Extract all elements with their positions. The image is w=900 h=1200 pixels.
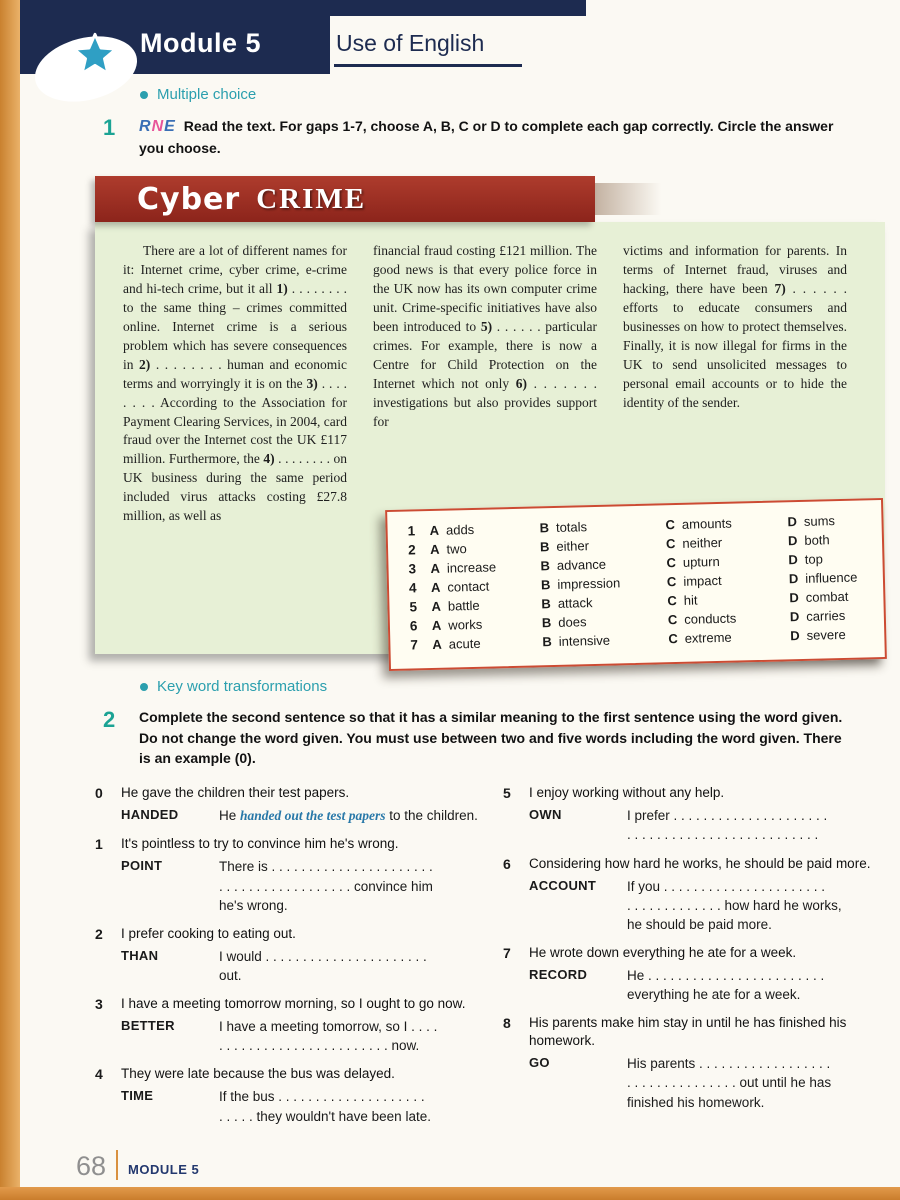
item-number: 1 [95, 836, 103, 853]
option-letter: B [540, 577, 551, 593]
exercise-1-number: 1 [103, 115, 116, 140]
option-letter: C [668, 631, 678, 647]
option-word: adds [445, 522, 475, 539]
answer-blank-line[interactable]: . . . . . . . . . . . . . . . out until he has [627, 1075, 832, 1091]
source-sentence: He wrote down everything he ate for a week. [529, 945, 797, 961]
article-title-banner [95, 176, 595, 222]
option-a[interactable] [432, 616, 542, 634]
answer-blank-line[interactable]: . . . . . . . . . . . . . how hard he works, [627, 897, 842, 913]
option-word: battle [447, 598, 480, 615]
rne-letter-n: N [151, 118, 165, 135]
option-d[interactable] [788, 551, 866, 568]
page-number: 68 [76, 1151, 107, 1181]
option-b[interactable] [541, 575, 667, 593]
module-subtitle: Use of English [336, 30, 485, 56]
option-word: contact [447, 579, 490, 596]
option-letter: D [787, 533, 798, 549]
option-letter: C [666, 555, 677, 571]
option-d[interactable] [789, 589, 867, 606]
option-word: conducts [684, 611, 737, 628]
footer-divider [116, 1150, 118, 1180]
transformation-item-5 [503, 784, 887, 844]
option-letter: B [541, 615, 552, 631]
key-word: BETTER [121, 1018, 175, 1034]
transformation-item-6 [503, 855, 887, 934]
gap-number: 4 [408, 580, 417, 597]
gap-number: 7 [410, 637, 419, 654]
option-c[interactable] [666, 534, 788, 552]
answer-lines [219, 857, 479, 914]
option-letter: D [789, 609, 800, 625]
option-a[interactable] [431, 578, 541, 596]
option-letter: B [540, 558, 551, 574]
section-label-multiple-choice [140, 86, 900, 103]
answer-blank-line[interactable]: I have a meeting tomorrow, so I . . . . [219, 1019, 438, 1035]
answer-lines [219, 1087, 479, 1125]
section-label-text: Multiple choice [157, 86, 257, 103]
key-word: HANDED [121, 807, 179, 823]
option-letter: A [429, 542, 440, 558]
option-letter: A [429, 523, 440, 539]
source-sentence: He gave the children their test papers. [121, 785, 350, 801]
option-letter: C [665, 517, 676, 533]
page-edge-strip-left [0, 0, 20, 1200]
banner-tail-decoration [595, 183, 661, 215]
option-c[interactable] [668, 610, 790, 628]
answer-blank-line[interactable]: . . . . . . . . . . . . . . . . . . convince him [219, 878, 433, 894]
transformation-item-3 [95, 995, 479, 1055]
option-word: neither [682, 535, 723, 552]
option-b[interactable] [542, 632, 668, 650]
answer-lines [627, 1054, 887, 1111]
key-word: RECORD [529, 967, 588, 983]
option-b[interactable] [542, 613, 668, 631]
page-footer [76, 1150, 199, 1180]
option-d[interactable] [787, 513, 865, 530]
option-word: upturn [682, 554, 720, 571]
answer-blank-line[interactable]: He . . . . . . . . . . . . . . . . . . . . . . . . [627, 968, 825, 984]
option-word: two [446, 541, 467, 558]
option-word: severe [806, 627, 846, 644]
option-word: works [448, 617, 483, 634]
option-word: impression [557, 575, 621, 593]
option-word: hit [683, 592, 698, 609]
option-c[interactable] [667, 572, 789, 590]
option-letter: A [431, 599, 442, 615]
option-word: impact [683, 573, 722, 590]
option-word: either [556, 538, 590, 555]
answer-lines [219, 806, 479, 825]
option-a[interactable] [431, 597, 541, 615]
example-answer: He handed out the test papers to the children. [219, 808, 478, 824]
key-word: OWN [529, 807, 562, 823]
option-c[interactable] [665, 515, 787, 533]
option-word: does [558, 614, 587, 631]
transformation-item-0 [95, 784, 479, 825]
answer-blank-line[interactable]: I would . . . . . . . . . . . . . . . . . . . . . . [219, 948, 427, 964]
article-title-part2: CRIME [256, 182, 367, 215]
option-word: sums [803, 513, 836, 530]
option-word: influence [805, 570, 858, 587]
item-number: 2 [95, 925, 103, 942]
answer-options-table [385, 498, 887, 671]
source-sentence: I prefer cooking to eating out. [121, 925, 296, 941]
option-d[interactable] [789, 570, 867, 587]
option-letter: A [432, 637, 442, 653]
option-letter: A [431, 618, 442, 634]
source-sentence: I enjoy working without any help. [529, 785, 725, 801]
option-word: intensive [558, 633, 611, 650]
option-d[interactable] [790, 608, 868, 625]
option-letter: D [788, 552, 799, 568]
option-d[interactable] [790, 627, 868, 644]
answer-blank-line[interactable]: out. [219, 968, 242, 984]
item-number: 4 [95, 1066, 103, 1083]
option-word: advance [556, 557, 607, 574]
option-letter: D [789, 590, 799, 606]
answer-lines [219, 947, 479, 985]
key-word: THAN [121, 947, 159, 963]
option-b[interactable] [539, 518, 665, 536]
exercise-1-instruction-text: Read the text. For gaps 1-7, choose A, B, C or D to complete each gap correctly. Circle the answer you choose. [139, 118, 834, 157]
bullet-icon [140, 683, 148, 691]
option-d[interactable] [788, 532, 866, 549]
answer-blank-line[interactable]: he should be paid more. [627, 916, 772, 932]
subtitle-underline [334, 64, 522, 67]
section-label-key-word-transformations [140, 678, 900, 695]
item-number: 8 [503, 1015, 511, 1032]
item-number: 0 [95, 785, 103, 802]
gap-number: 6 [409, 618, 418, 635]
option-word: top [804, 551, 824, 568]
option-letter: B [539, 520, 550, 536]
transformation-item-4 [95, 1065, 479, 1125]
rne-exam-badge [139, 118, 176, 135]
option-letter: A [430, 580, 441, 596]
source-sentence: It's pointless to try to convince him he's wrong. [121, 836, 399, 852]
module-header [0, 0, 900, 82]
option-letter: C [665, 536, 676, 552]
rne-letter-e: E [164, 118, 176, 135]
item-number: 6 [503, 855, 511, 872]
source-sentence: They were late because the bus was delayed. [121, 1066, 395, 1082]
answer-blank-line[interactable]: . . . . . . . . . . . . . . . . . . . . . . . . . . [627, 827, 819, 843]
rne-letter-r: R [139, 118, 152, 135]
cybercrime-article [95, 176, 885, 654]
option-letter: B [541, 596, 552, 612]
option-word: acute [448, 636, 481, 653]
article-column-2: financial fraud costing £121 million. The good news is that every police force in the UK now has its own computer crime unit. Crime-specific initiatives have also been introduced to 5) . . . . . . particular crimes. For example, there is now a Centre for Child Protection on the Internet which not only 6) . . . . . . . investigations but also provides support for [373, 243, 597, 429]
answer-blank-line[interactable]: . . . . . . . . . . . . . . . . . . . . . . . now. [219, 1038, 420, 1054]
exercise-2-number: 2 [103, 707, 116, 733]
option-c[interactable] [666, 553, 788, 571]
exercise-1 [103, 115, 843, 158]
option-a[interactable] [430, 559, 540, 577]
exercise-2-instructions: Complete the second sentence so that it has a similar meaning to the first sentence using the word given. Do not change the word given. You must use between two and five words including the word given. There is an example (0). [139, 709, 843, 767]
option-a[interactable] [429, 521, 539, 539]
option-letter: D [790, 628, 800, 644]
answer-blank-line[interactable]: he's wrong. [219, 897, 288, 913]
source-sentence: His parents make him stay in until he has finished his homework. [529, 1015, 847, 1049]
page-edge-strip-bottom [0, 1187, 900, 1200]
module-banner-top-band [330, 0, 586, 16]
star-icon [72, 32, 118, 78]
transformation-items-left-column [95, 784, 479, 1135]
gap-number: 3 [408, 561, 417, 578]
option-c[interactable] [667, 591, 789, 609]
option-word: attack [557, 595, 593, 612]
option-word: increase [446, 559, 497, 577]
item-number: 7 [503, 945, 511, 962]
answer-lines [627, 966, 887, 1004]
key-word: TIME [121, 1088, 154, 1104]
gap-number: 2 [407, 542, 416, 559]
transformation-item-8 [503, 1014, 887, 1111]
article-column-1: There are a lot of different names for it: Internet crime, cyber crime, e-crime and hi-tech crime, but it all 1) . . . . . . . . to the same thing – crimes committed online. Internet crime is a serious problem which has severe consequences in 2) . . . . . . . . human and economic terms and worryingly it is on the 3) . . . . . . . . According to the Association for Payment Clearing Services, in 2004, card fraud over the Internet cost the UK £117 million. Furthermore, the 4) . . . . . . . . on UK business during the same period included virus attacks costing £27.8 million, as well as [123, 243, 348, 523]
key-word: POINT [121, 858, 163, 874]
option-word: extreme [684, 630, 732, 647]
option-b[interactable] [541, 594, 667, 612]
option-c[interactable] [668, 629, 790, 647]
option-word: amounts [681, 516, 732, 533]
gap-number: 1 [407, 523, 416, 540]
answer-lines [627, 806, 887, 844]
option-letter: D [787, 514, 798, 530]
source-sentence: Considering how hard he works, he should be paid more. [529, 855, 871, 871]
option-word: both [804, 532, 830, 549]
transformation-item-2 [95, 925, 479, 985]
transformation-items [95, 784, 887, 1135]
transformation-item-7 [503, 944, 887, 1004]
answer-blank-line[interactable]: . . . . . they wouldn't have been late. [219, 1108, 431, 1124]
option-letter: C [667, 612, 678, 628]
option-b[interactable] [540, 537, 666, 555]
transformation-item-1 [95, 835, 479, 914]
item-number: 5 [503, 785, 511, 802]
option-letter: A [430, 561, 441, 577]
answer-lines [627, 877, 887, 934]
answer-blank-line[interactable]: finished his homework. [627, 1094, 765, 1110]
answer-lines [219, 1017, 479, 1055]
option-a[interactable] [430, 540, 540, 558]
option-word: totals [555, 519, 588, 536]
gap-number: 5 [409, 599, 418, 616]
answer-blank-line[interactable]: everything he ate for a week. [627, 987, 801, 1003]
option-letter: C [667, 593, 677, 609]
option-word: combat [805, 589, 849, 606]
option-letter: D [788, 571, 799, 587]
filled-answer-text: handed out the test papers [240, 808, 386, 824]
exercise-2 [103, 707, 843, 768]
option-b[interactable] [540, 556, 666, 574]
answer-blank-line[interactable]: I prefer . . . . . . . . . . . . . . . . . . . . . [627, 808, 828, 824]
footer-module-label: MODULE 5 [128, 1162, 200, 1177]
section-label-text: Key word transformations [157, 678, 328, 696]
option-word: carries [806, 608, 846, 625]
item-number: 3 [95, 996, 103, 1013]
transformation-items-right-column [503, 784, 887, 1135]
bullet-icon [140, 91, 148, 99]
answer-blank-line[interactable]: There is . . . . . . . . . . . . . . . . . . . . . . [219, 859, 433, 875]
answer-blank-line[interactable]: If the bus . . . . . . . . . . . . . . . . . . . . [219, 1089, 425, 1105]
answer-blank-line[interactable]: If you . . . . . . . . . . . . . . . . . . . . . . [627, 878, 826, 894]
option-a[interactable] [432, 635, 542, 653]
key-word: ACCOUNT [529, 877, 597, 893]
option-letter: C [666, 574, 677, 590]
exercise-1-instructions [139, 115, 843, 158]
option-letter: B [539, 539, 550, 555]
source-sentence: I have a meeting tomorrow morning, so I ought to go now. [121, 996, 466, 1012]
article-title-part1: Cyber [137, 181, 241, 217]
option-letter: B [542, 634, 552, 650]
article-column-3: victims and information for parents. In terms of Internet fraud, viruses and hacking, there have been 7) . . . . . . efforts to educate consumers and businesses on how to protect themselves. Finally, it is now illegal for firms in the UK to send unsolicited messages to personal email accounts or to hide the identity of the sender. [623, 243, 847, 410]
key-word: GO [529, 1055, 550, 1071]
answer-blank-line[interactable]: His parents . . . . . . . . . . . . . . . . . . [627, 1056, 831, 1072]
module-title: Module 5 [140, 28, 262, 58]
